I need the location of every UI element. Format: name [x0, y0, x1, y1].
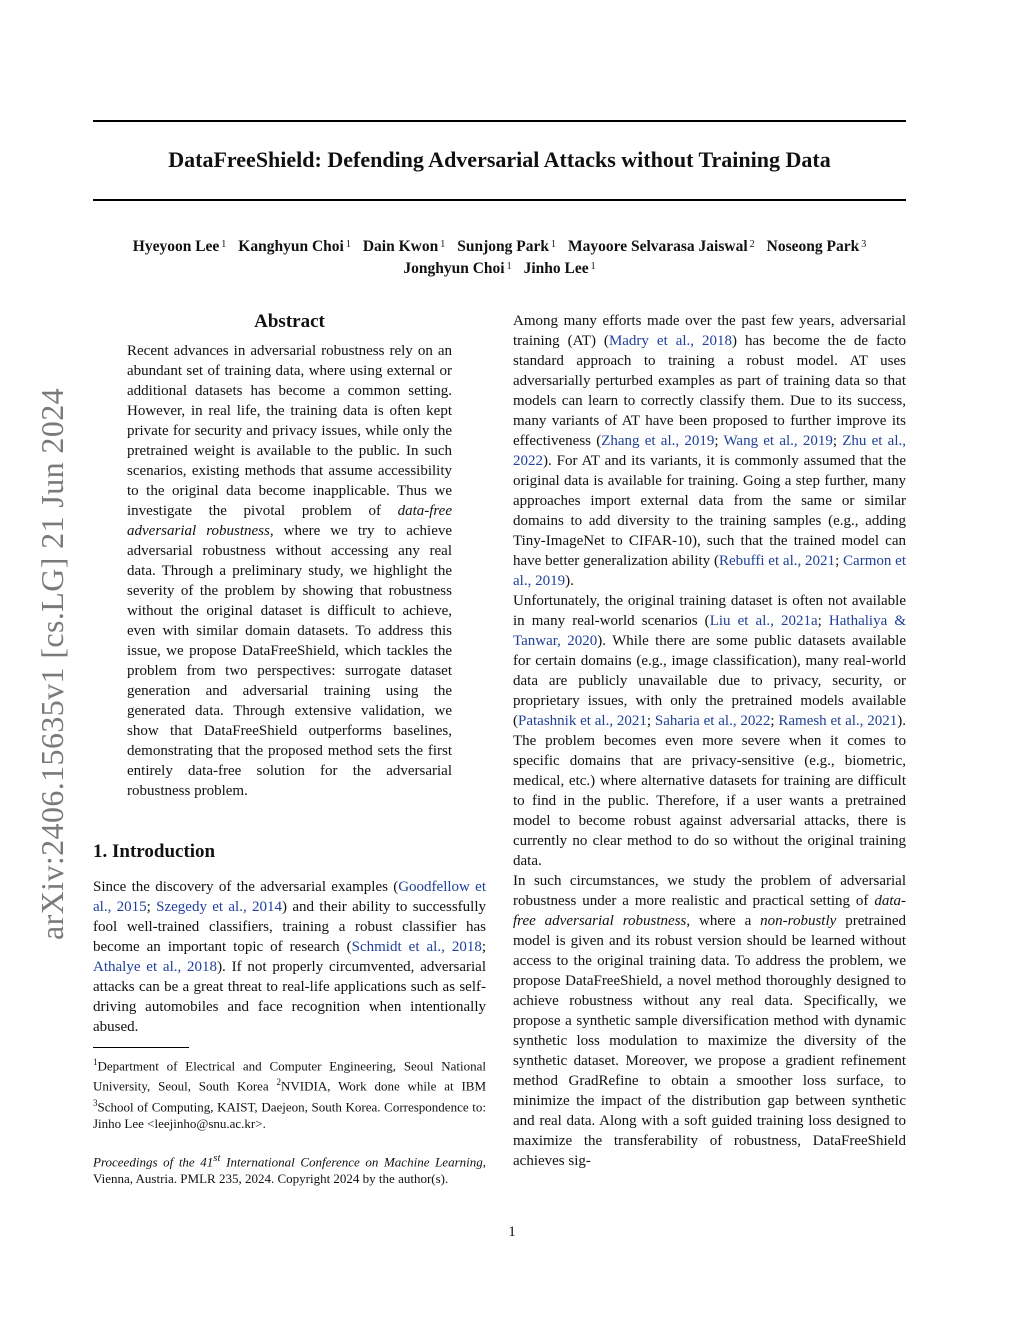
author-list: [93, 236, 906, 280]
author-name: [524, 258, 596, 280]
author-name-text: Noseong Park: [766, 238, 860, 255]
author-affiliation-mark: 2: [749, 239, 755, 250]
author-name: [133, 236, 227, 258]
author-affiliation-mark: 1: [590, 261, 596, 272]
author-name: [403, 258, 511, 280]
author-affiliation-mark: 1: [506, 261, 512, 272]
author-name: [457, 236, 556, 258]
author-name-text: Hyeyoon Lee: [132, 238, 220, 255]
author-name-text: Jonghyun Choi: [403, 260, 505, 277]
author-name-text: Jinho Lee: [523, 260, 589, 277]
citation-link[interactable]: Carmon et al., 2019: [513, 553, 906, 589]
right-column: [513, 311, 906, 1171]
citation-link[interactable]: Ramesh et al., 2021: [778, 713, 898, 729]
arxiv-identifier: arXiv:2406.15635v1 [cs.LG] 21 Jun 2024: [34, 387, 70, 940]
footnote-text-3: School of Computing, KAIST, Daejeon, South Korea. Correspondence to: Jinho Lee <leejinho@snu.ac.kr>.: [93, 1098, 486, 1131]
proceedings-rest: , Vienna, Austria. PMLR 235, 2024. Copyright 2024 by the author(s).: [93, 1154, 486, 1187]
author-name-text: Mayoore Selvarasa Jaiswal: [567, 238, 748, 255]
footnote-rule: [93, 1047, 189, 1048]
author-affiliation-mark: 3: [861, 239, 867, 250]
citation-link[interactable]: Schmidt et al., 2018: [351, 939, 482, 955]
citation-link[interactable]: Liu et al., 2021a: [709, 613, 818, 629]
body-paragraph-3: In such circumstances, we study the problem of adversarial robustness under a more realistic and practical setting of data-free adversarial robustness, where a non-robustly pretrained model is given and its robust version should be learned without access to the original training data. To address the problem, we propose DataFreeShield, a novel method thoroughly designed to achieve robustness without any real data. Specifically, we propose a synthetic sample diversification method with dynamic synthetic loss modulation to maximize the diversity of the synthetic dataset. Moreover, we propose a gradient refinement method GradRefine to obtain a smoother loss surface, to minimize the impact of the distribution gap between synthetic and real data. Along with a soft guided training loss designed to maximize the transferability of robustness, DataFreeShield achieves sig-: [513, 873, 906, 1169]
citation-link[interactable]: Zhang et al., 2019: [601, 433, 715, 449]
footnote-sup-3: 3: [93, 1097, 98, 1108]
author-name: [568, 236, 755, 258]
footnote-sup-1: 1: [93, 1057, 98, 1067]
title-rule-top: [93, 120, 906, 122]
author-name-text: Sunjong Park: [457, 238, 549, 255]
footnote-text-2: NVIDIA, Work done while at IBM: [281, 1078, 486, 1094]
abstract-text: Recent advances in adversarial robustness rely on an abundant set of training data, where using external or additional datasets has become a common setting. However, in real life, the training data is often kept private for security and privacy issues, while only the pretrained weight is available to the public. In such scenarios, existing methods that assume accessibility to the original data become inapplicable. Thus we investigate the pivotal problem of data-free adversarial robustness, where we try to achieve adversarial robustness without accessing any real data. Through a preliminary study, we highlight the severity of the problem by showing that robustness without the original dataset is difficult to achieve, even with similar domain datasets. To address this issue, we propose DataFreeShield, which tackles the problem from two perspectives: surrogate dataset generation and adversarial training using the generated data. Through extensive validation, we show that DataFreeShield outperforms baselines, demonstrating that the proposed method sets the first entirely data-free solution for the adversarial robustness problem.: [127, 343, 453, 799]
proceedings-num: 41: [200, 1154, 214, 1170]
author-affiliation-mark: 1: [440, 239, 446, 250]
author-line-2: [93, 258, 906, 280]
author-name: [238, 236, 351, 258]
author-affiliation-mark: 1: [550, 239, 556, 250]
citation-link[interactable]: Szegedy et al., 2014: [156, 899, 283, 915]
footnote-sup-2: 2: [276, 1077, 282, 1088]
paper-title: DataFreeShield: Defending Adversarial Attacks without Training Data: [168, 147, 831, 172]
author-name-text: Kanghyun Choi: [238, 238, 344, 255]
left-column: [93, 311, 486, 1200]
author-name: [767, 236, 867, 258]
title-rule-bottom: [93, 199, 906, 201]
footnote-text-1: Department of Electrical and Computer Engineering, Seoul National University, Seoul, South Korea: [93, 1058, 486, 1094]
section-heading-introduction: 1. Introduction: [93, 841, 216, 862]
citation-link[interactable]: Madry et al., 2018: [608, 333, 733, 349]
intro-paragraph: Since the discovery of the adversarial examples (Goodfellow et al., 2015; Szegedy et al., 2014) and their ability to successfully fool well-trained classifiers, training a robust classifier has become an important topic of research (Schmidt et al., 2018; Athalye et al., 2018). If not properly circumvented, adversarial attacks can be a great threat to real-life applications such as self-driving automobiles and face recognition when intentionally abused.: [93, 879, 487, 1035]
affiliation-footnote: [93, 1054, 486, 1132]
proceedings-italic-b: International Conference on Machine Learning: [220, 1154, 483, 1170]
proceedings-italic-a: Proceedings of the: [93, 1154, 201, 1170]
author-name: [363, 236, 445, 258]
author-affiliation-mark: 1: [221, 239, 227, 250]
emphasis-term: non-robustly: [760, 913, 837, 929]
citation-link[interactable]: Saharia et al., 2022: [654, 713, 771, 729]
page-number: 1: [508, 1224, 516, 1240]
proceedings-note: [93, 1150, 486, 1187]
author-affiliation-mark: 1: [345, 239, 351, 250]
citation-link[interactable]: Patashnik et al., 2021: [518, 713, 647, 729]
body-paragraph-1: Among many efforts made over the past few years, adversarial training (AT) (Madry et al., 2018) has become the de facto standard approach to training a robust model. AT uses adversarially perturbed examples as part of training data so that models can learn to correctly classify them. Due to its success, many variants of AT have been proposed to further improve its effectiveness (Zhang et al., 2019; Wang et al., 2019; Zhu et al., 2022). For AT and its variants, it is commonly assumed that the original data is available for training. Going a step further, many approaches import external data from the same or similar domains to add diversity to the training samples (e.g., adding Tiny-ImageNet to CIFAR-10), such that the trained model can have better generalization ability (Rebuffi et al., 2021; Carmon et al., 2019).: [513, 313, 906, 589]
emphasis-term: data-free adversarial robustness: [513, 893, 906, 929]
author-line-1: [93, 236, 906, 258]
citation-link[interactable]: Rebuffi et al., 2021: [718, 553, 836, 569]
citation-link[interactable]: Hathaliya & Tanwar, 2020: [513, 613, 906, 649]
proceedings-sup: st: [213, 1151, 221, 1164]
citation-link[interactable]: Athalye et al., 2018: [93, 959, 218, 975]
citation-link[interactable]: Goodfellow et al., 2015: [93, 879, 486, 915]
emphasis-term: data-free adversarial robustness: [127, 503, 452, 539]
author-name-text: Dain Kwon: [362, 238, 439, 255]
citation-link[interactable]: Wang et al., 2019: [723, 433, 833, 449]
abstract-heading: Abstract: [254, 311, 325, 332]
body-paragraph-2: Unfortunately, the original training dataset is often not available in many real-world scenarios (Liu et al., 2021a; Hathaliya & Tanwar, 2020). While there are some public datasets available for certain domains (e.g., image classification), many real-world data are publicly unavailable due to privacy, security, or proprietary issues, with only the pretrained models available (Patashnik et al., 2021; Saharia et al., 2022; Ramesh et al., 2021). The problem becomes even more severe when it comes to specific domains that are privacy-sensitive (e.g., biometric, medical, etc.) where alternative datasets for training are difficult to find in the public. Therefore, if a user wants a pretrained model to become robust against adversarial attacks, there is currently no clear method to do so without the original training data.: [513, 593, 906, 869]
citation-link[interactable]: Zhu et al., 2022: [513, 433, 906, 469]
